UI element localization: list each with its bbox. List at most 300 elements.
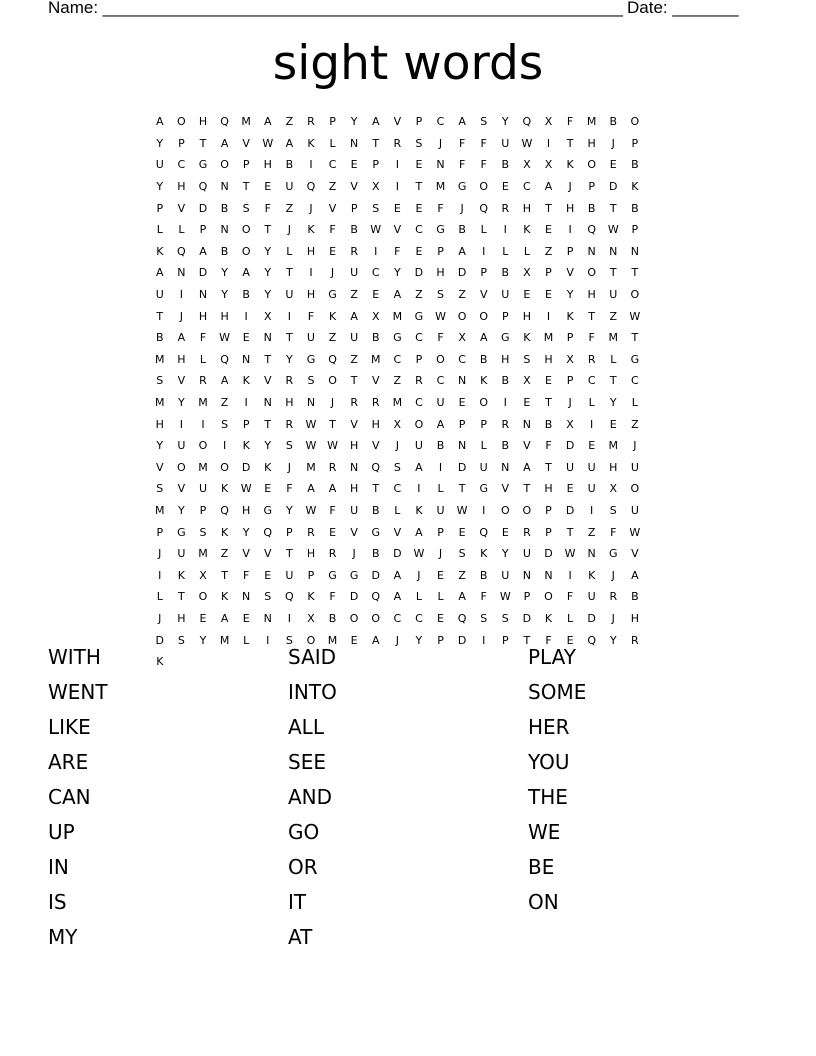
grid-letter: T	[609, 374, 617, 388]
grid-letter: Q	[479, 525, 489, 539]
grid-letter: O	[630, 115, 640, 129]
grid-letter: P	[523, 590, 531, 604]
grid-letter: C	[415, 223, 423, 237]
grid-letter: A	[350, 309, 358, 323]
grid-letter: E	[437, 611, 444, 625]
word-list-column-2	[288, 642, 337, 957]
grid-letter: V	[566, 266, 574, 280]
grid-letter: E	[545, 374, 552, 388]
grid-letter: A	[264, 115, 272, 129]
grid-letter: S	[285, 439, 293, 453]
word-list-item: UP	[48, 820, 75, 844]
grid-letter: A	[523, 460, 531, 474]
grid-letter: P	[329, 115, 336, 129]
grid-letter: V	[523, 439, 531, 453]
grid-letter: L	[523, 244, 530, 258]
grid-letter: V	[393, 115, 402, 129]
grid-letter: O	[349, 611, 359, 625]
grid-letter: O	[479, 396, 489, 410]
grid-letter: S	[415, 136, 423, 150]
word-list-item: IT	[288, 890, 307, 914]
word-list-item: WITH	[48, 645, 101, 669]
grid-letter: Z	[458, 568, 466, 582]
grid-letter: X	[523, 374, 531, 388]
grid-letter: X	[523, 158, 531, 172]
grid-letter: J	[395, 439, 399, 453]
grid-letter: I	[395, 180, 399, 194]
word-list-column-1	[48, 642, 108, 957]
grid-letter: E	[437, 568, 444, 582]
grid-letter: M	[198, 460, 208, 474]
grid-letter: Z	[285, 201, 294, 215]
grid-letter: B	[479, 568, 488, 582]
grid-letter: W	[305, 417, 317, 431]
grid-letter: A	[285, 136, 294, 150]
grid-letter: V	[177, 482, 186, 496]
grid-letter: Q	[587, 223, 596, 237]
grid-letter: B	[328, 611, 337, 625]
grid-letter: M	[608, 331, 619, 345]
grid-letter: Q	[220, 503, 229, 517]
grid-letter: A	[415, 460, 423, 474]
word-list-item: ON	[528, 890, 559, 914]
grid-letter: Q	[198, 180, 208, 194]
grid-letter: X	[566, 352, 574, 366]
grid-letter: Q	[263, 525, 273, 539]
grid-letter: O	[630, 288, 640, 302]
grid-letter: Q	[177, 244, 186, 258]
grid-letter: L	[610, 352, 617, 366]
grid-letter: V	[264, 374, 272, 388]
grid-letter: N	[263, 611, 272, 625]
grid-letter: G	[414, 309, 424, 323]
grid-letter: U	[609, 288, 618, 302]
grid-letter: U	[155, 288, 164, 302]
word-list-item: GO	[288, 820, 320, 844]
grid-letter: N	[306, 396, 316, 410]
grid-letter: X	[458, 331, 466, 345]
grid-letter: K	[242, 374, 250, 388]
grid-letter: Z	[415, 288, 423, 302]
grid-letter: E	[415, 244, 423, 258]
grid-letter: O	[241, 223, 251, 237]
grid-letter: O	[522, 503, 532, 517]
grid-letter: H	[544, 482, 553, 496]
grid-letter: J	[611, 136, 615, 150]
grid-letter: W	[629, 525, 641, 539]
grid-letter: D	[544, 547, 553, 561]
grid-letter: B	[371, 503, 380, 517]
grid-letter: N	[198, 288, 208, 302]
grid-letter: T	[631, 331, 639, 345]
grid-letter: L	[286, 244, 293, 258]
grid-letter: B	[350, 223, 358, 237]
grid-letter: H	[565, 201, 575, 215]
grid-letter: H	[220, 309, 229, 323]
grid-letter: R	[328, 460, 337, 474]
grid-letter: N	[242, 590, 251, 604]
grid-letter: O	[479, 309, 489, 323]
grid-letter: M	[198, 396, 208, 410]
grid-letter: J	[438, 136, 443, 150]
grid-letter: L	[394, 503, 401, 517]
grid-letter: S	[264, 590, 272, 604]
grid-letter: I	[482, 244, 486, 258]
grid-letter: H	[306, 547, 316, 561]
word-list-item: MY	[48, 925, 78, 949]
date-field: Date: _______	[627, 0, 739, 17]
grid-letter: A	[393, 568, 402, 582]
grid-letter: T	[609, 201, 617, 215]
grid-letter: M	[327, 633, 338, 647]
grid-letter: M	[392, 309, 403, 323]
grid-letter: H	[544, 352, 553, 366]
grid-letter: I	[482, 503, 486, 517]
grid-letter: D	[587, 611, 596, 625]
grid-letter: N	[263, 331, 272, 345]
grid-letter: B	[631, 590, 639, 604]
grid-letter: M	[198, 547, 208, 561]
grid-letter: Z	[350, 288, 358, 302]
grid-letter: S	[156, 482, 164, 496]
grid-letter: A	[220, 374, 229, 388]
grid-letter: Z	[328, 331, 337, 345]
grid-letter: C	[415, 611, 423, 625]
grid-letter: D	[457, 633, 467, 647]
grid-letter: E	[350, 158, 358, 172]
grid-letter: Q	[371, 590, 381, 604]
grid-letter: X	[544, 158, 553, 172]
grid-letter: D	[155, 633, 165, 647]
grid-letter: H	[350, 482, 359, 496]
grid-letter: A	[371, 633, 380, 647]
grid-letter: A	[371, 115, 380, 129]
grid-letter: X	[263, 309, 272, 323]
grid-letter: A	[631, 568, 639, 582]
grid-letter: E	[264, 180, 272, 194]
grid-letter: J	[460, 201, 464, 215]
grid-letter: X	[393, 417, 402, 431]
grid-letter: R	[199, 374, 207, 388]
grid-letter: D	[371, 568, 380, 582]
grid-letter: V	[242, 547, 250, 561]
grid-letter: H	[587, 288, 596, 302]
grid-letter: I	[309, 158, 313, 172]
grid-letter: J	[309, 201, 313, 215]
grid-letter: C	[393, 352, 402, 366]
grid-letter: J	[287, 223, 291, 237]
grid-letter: F	[458, 158, 466, 172]
grid-letter: Y	[350, 115, 358, 129]
grid-letter: I	[482, 633, 486, 647]
grid-letter: S	[458, 547, 466, 561]
grid-letter: F	[480, 590, 487, 604]
grid-letter: M	[155, 503, 165, 517]
grid-letter: M	[370, 352, 381, 366]
grid-letter: W	[305, 503, 317, 517]
grid-letter: F	[610, 525, 617, 539]
grid-letter: Q	[328, 352, 337, 366]
grid-letter: G	[371, 525, 380, 539]
word-search-grid	[149, 111, 646, 672]
grid-letter: I	[309, 266, 313, 280]
grid-letter: V	[156, 460, 164, 474]
grid-letter: O	[587, 266, 596, 280]
grid-letter: Q	[220, 352, 229, 366]
grid-letter: T	[285, 331, 293, 345]
grid-letter: U	[285, 288, 294, 302]
grid-letter: S	[523, 352, 531, 366]
grid-letter: K	[220, 525, 229, 539]
grid-letter: B	[371, 547, 380, 561]
grid-letter: R	[393, 136, 402, 150]
grid-letter: G	[349, 568, 359, 582]
grid-letter: P	[156, 201, 164, 215]
grid-letter: G	[263, 503, 273, 517]
grid-letter: F	[458, 136, 466, 150]
grid-letter: F	[329, 503, 336, 517]
grid-letter: U	[436, 396, 445, 410]
grid-letter: F	[588, 331, 595, 345]
grid-letter: T	[264, 417, 272, 431]
grid-letter: F	[243, 568, 250, 582]
grid-letter: I	[590, 503, 594, 517]
grid-letter: P	[566, 244, 574, 258]
grid-letter: P	[415, 352, 423, 366]
grid-letter: F	[480, 158, 487, 172]
grid-letter: U	[350, 331, 359, 345]
grid-letter: Y	[264, 244, 272, 258]
grid-letter: P	[480, 417, 488, 431]
grid-letter: G	[198, 158, 208, 172]
grid-letter: N	[220, 223, 229, 237]
grid-letter: O	[241, 244, 251, 258]
grid-letter: V	[479, 288, 488, 302]
word-list-item: IS	[48, 890, 67, 914]
grid-letter: K	[220, 590, 229, 604]
grid-letter: G	[393, 331, 402, 345]
grid-letter: T	[545, 201, 552, 215]
grid-letter: D	[565, 503, 575, 517]
grid-letter: T	[609, 266, 617, 280]
word-list-item: ALL	[288, 715, 324, 739]
grid-letter: J	[611, 611, 615, 625]
grid-letter: G	[177, 525, 186, 539]
grid-letter: T	[415, 180, 423, 194]
grid-letter: H	[263, 158, 272, 172]
grid-letter: J	[633, 439, 637, 453]
grid-letter: K	[156, 655, 164, 669]
grid-letter: U	[587, 590, 596, 604]
grid-letter: M	[608, 439, 619, 453]
grid-letter: O	[177, 115, 186, 129]
grid-letter: U	[501, 288, 510, 302]
grid-letter: I	[222, 439, 227, 453]
grid-letter: B	[371, 331, 380, 345]
grid-letter: A	[328, 482, 337, 496]
grid-letter: G	[479, 482, 488, 496]
grid-letter: H	[177, 180, 186, 194]
grid-letter: H	[155, 417, 164, 431]
grid-letter: B	[631, 158, 639, 172]
grid-letter: W	[413, 547, 425, 561]
grid-letter: Z	[220, 547, 229, 561]
grid-letter: B	[501, 158, 510, 172]
word-list-item: SEE	[288, 750, 326, 774]
grid-letter: W	[327, 439, 338, 453]
grid-letter: O	[198, 439, 208, 453]
grid-letter: K	[156, 244, 164, 258]
grid-letter: E	[609, 417, 617, 431]
grid-letter: U	[414, 439, 423, 453]
grid-letter: N	[522, 417, 531, 431]
grid-letter: N	[587, 244, 596, 258]
grid-letter: A	[220, 136, 229, 150]
grid-letter: U	[630, 460, 639, 474]
grid-letter: Y	[199, 633, 207, 647]
grid-letter: V	[393, 223, 402, 237]
grid-letter: F	[566, 115, 574, 129]
grid-letter: O	[414, 417, 424, 431]
word-list-item: IN	[48, 855, 69, 879]
grid-letter: Z	[587, 525, 596, 539]
grid-letter: T	[178, 590, 185, 604]
grid-letter: B	[436, 439, 445, 453]
grid-letter: N	[220, 180, 229, 194]
grid-letter: O	[479, 180, 489, 194]
grid-letter: S	[285, 633, 293, 647]
grid-letter: B	[156, 331, 164, 345]
grid-letter: R	[501, 201, 510, 215]
grid-letter: F	[545, 633, 552, 647]
grid-letter: H	[350, 439, 359, 453]
grid-letter: P	[501, 309, 509, 323]
grid-letter: G	[457, 180, 467, 194]
grid-letter: Q	[587, 633, 596, 647]
grid-letter: T	[329, 417, 336, 431]
grid-letter: I	[546, 309, 551, 323]
grid-letter: U	[501, 136, 510, 150]
grid-letter: U	[285, 568, 294, 582]
grid-letter: B	[501, 439, 510, 453]
word-list-item: AND	[288, 785, 333, 809]
grid-letter: M	[306, 460, 316, 474]
grid-letter: E	[264, 482, 272, 496]
grid-letter: Y	[264, 288, 272, 302]
grid-letter: P	[307, 568, 315, 582]
grid-letter: G	[609, 547, 618, 561]
grid-letter: L	[415, 590, 422, 604]
grid-letter: I	[395, 158, 399, 172]
grid-letter: Z	[328, 180, 337, 194]
grid-letter: W	[435, 309, 446, 323]
grid-letter: J	[330, 396, 335, 410]
grid-letter: N	[350, 460, 359, 474]
grid-letter: H	[306, 288, 316, 302]
grid-letter: V	[328, 201, 337, 215]
grid-letter: M	[219, 633, 230, 647]
grid-letter: K	[328, 309, 337, 323]
grid-letter: Y	[285, 503, 293, 517]
grid-letter: E	[329, 244, 337, 258]
grid-letter: Q	[371, 460, 381, 474]
grid-letter: H	[522, 201, 532, 215]
grid-letter: M	[155, 352, 165, 366]
grid-letter: P	[199, 503, 207, 517]
grid-letter: V	[264, 547, 272, 561]
grid-letter: V	[371, 374, 380, 388]
grid-letter: H	[501, 352, 510, 366]
grid-letter: V	[371, 439, 380, 453]
grid-letter: B	[285, 158, 294, 172]
grid-letter: S	[480, 115, 488, 129]
grid-letter: F	[329, 590, 336, 604]
grid-letter: E	[393, 201, 401, 215]
grid-letter: V	[501, 482, 510, 496]
grid-letter: I	[417, 482, 421, 496]
grid-letter: S	[156, 374, 164, 388]
grid-letter: X	[609, 482, 618, 496]
grid-letter: I	[503, 396, 507, 410]
grid-letter: S	[609, 503, 617, 517]
grid-letter: T	[221, 568, 228, 582]
grid-letter: P	[566, 331, 574, 345]
grid-letter: E	[523, 288, 531, 302]
word-list-item: CAN	[48, 785, 91, 809]
grid-letter: C	[436, 115, 445, 129]
grid-letter: L	[631, 396, 638, 410]
grid-letter: U	[177, 547, 186, 561]
grid-letter: L	[199, 352, 207, 366]
grid-letter: X	[307, 611, 315, 625]
grid-letter: I	[590, 417, 594, 431]
grid-letter: U	[198, 482, 208, 496]
grid-letter: M	[586, 115, 597, 129]
grid-letter: A	[436, 417, 445, 431]
grid-letter: E	[415, 201, 423, 215]
grid-letter: U	[501, 568, 510, 582]
grid-letter: R	[587, 352, 596, 366]
grid-letter: P	[437, 244, 444, 258]
grid-letter: G	[306, 352, 316, 366]
grid-letter: W	[240, 482, 252, 496]
grid-letter: E	[199, 611, 207, 625]
grid-letter: A	[393, 590, 402, 604]
grid-letter: Y	[609, 633, 617, 647]
grid-letter: Q	[522, 115, 532, 129]
grid-letter: Y	[178, 396, 185, 410]
grid-letter: P	[242, 417, 250, 431]
grid-letter: L	[329, 136, 336, 150]
grid-letter: F	[307, 309, 315, 323]
grid-letter: Y	[178, 503, 185, 517]
grid-letter: E	[458, 396, 466, 410]
grid-letter: C	[631, 374, 639, 388]
grid-letter: T	[566, 525, 574, 539]
grid-letter: A	[220, 611, 229, 625]
grid-letter: L	[243, 633, 250, 647]
page-title: sight words	[272, 36, 544, 91]
grid-letter: A	[156, 115, 164, 129]
grid-letter: J	[158, 547, 162, 561]
grid-letter: Y	[156, 136, 164, 150]
grid-letter: J	[287, 460, 291, 474]
grid-letter: X	[371, 180, 380, 194]
grid-letter: C	[523, 180, 531, 194]
grid-letter: A	[458, 115, 466, 129]
grid-letter: K	[415, 503, 423, 517]
grid-letter: L	[156, 590, 163, 604]
